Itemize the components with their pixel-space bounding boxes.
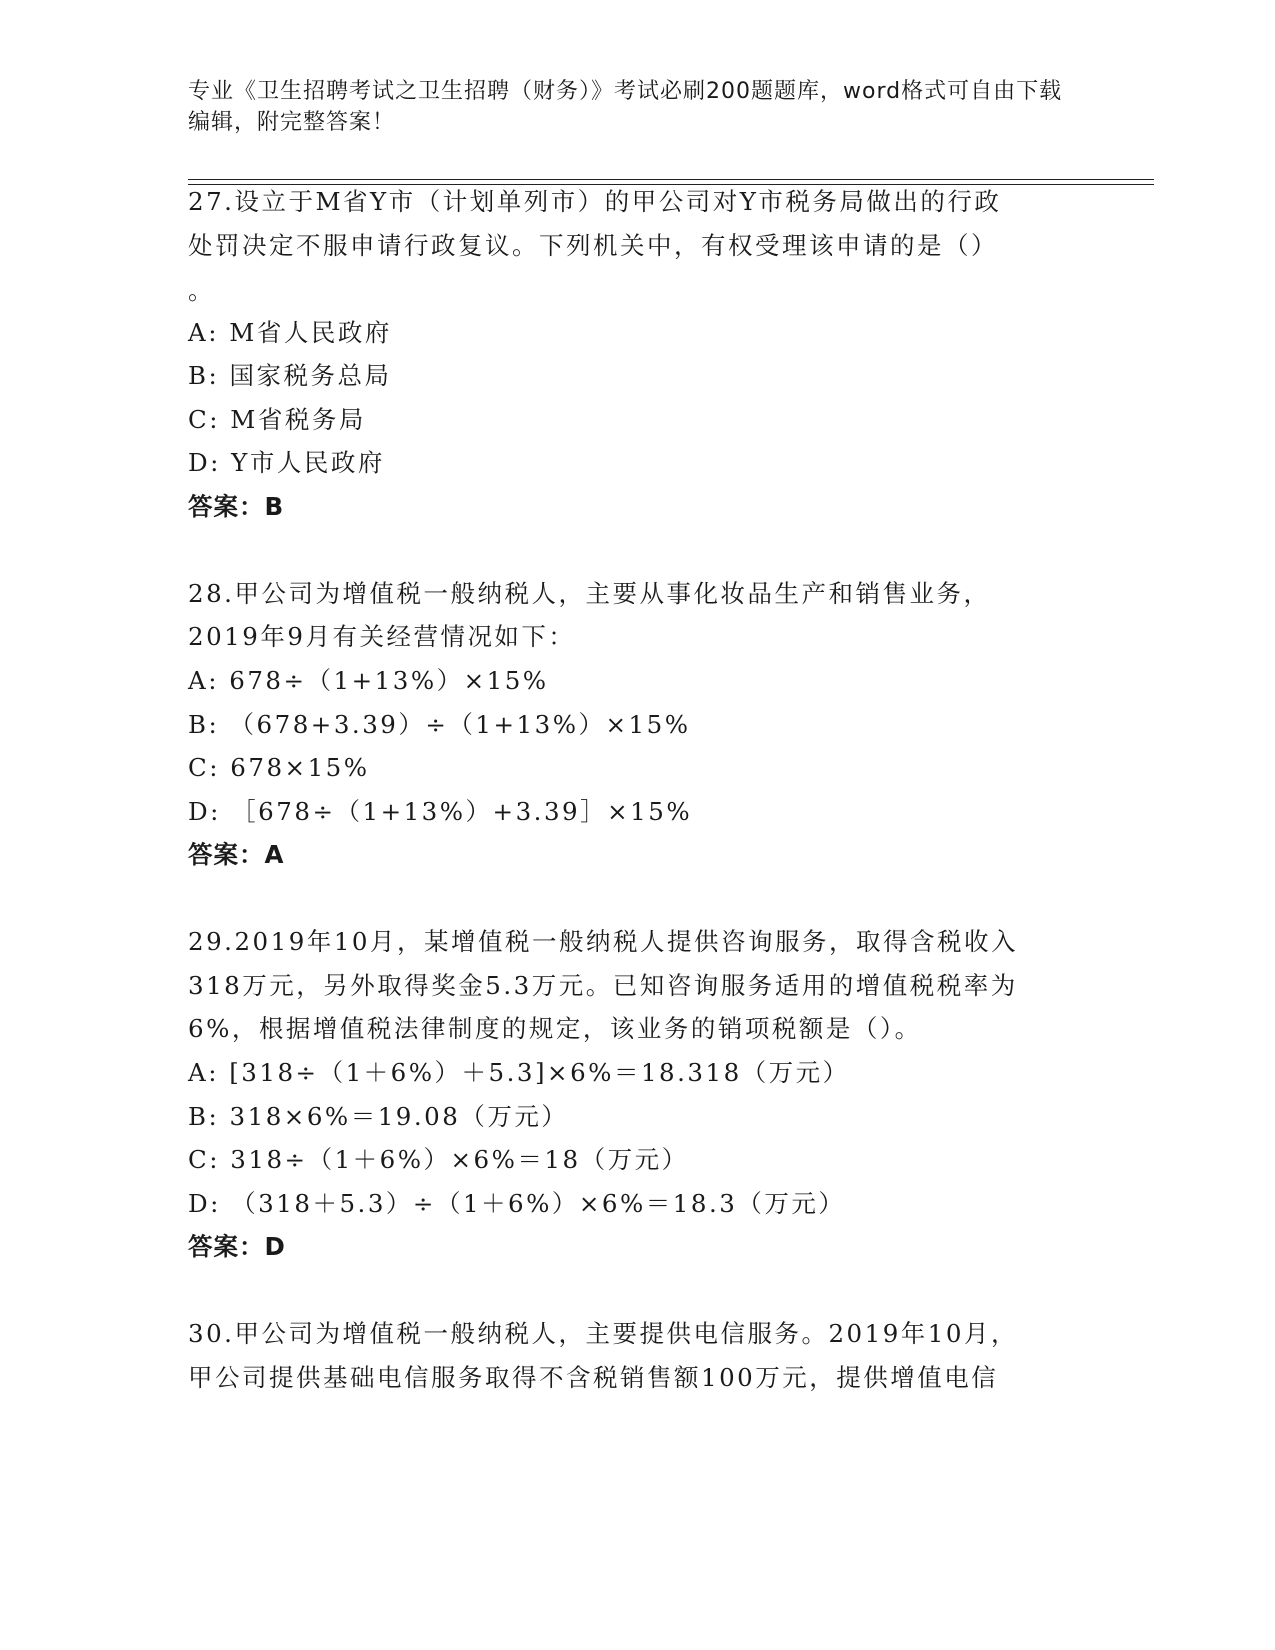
option-b: B: 国家税务总局 <box>188 361 392 390</box>
answer-label: 答案：B <box>188 492 285 521</box>
option-a: A: [318÷（1＋6%）＋5.3]×6%＝18.318（万元） <box>188 1058 850 1087</box>
answer-label: 答案：D <box>188 1232 286 1261</box>
option-d: D: Y市人民政府 <box>188 448 385 477</box>
question-stem-line: 318万元，另外取得奖金5.3万元。已知咨询服务适用的增值税税率为 <box>188 971 1018 1000</box>
header-rule-top <box>188 179 1154 180</box>
question-stem-line: 处罚决定不服申请行政复议。下列机关中，有权受理该申请的是（） <box>188 231 998 260</box>
option-c: C: 678×15% <box>188 753 370 782</box>
question-stem-line: 甲公司提供基础电信服务取得不含税销售额100万元，提供增值电信 <box>188 1363 999 1392</box>
option-a: A: 678÷（1+13%）×15% <box>188 666 549 695</box>
question-stem-line: 30.甲公司为增值税一般纳税人，主要提供电信服务。2019年10月， <box>188 1319 1018 1348</box>
option-b: B: （678+3.39）÷（1+13%）×15% <box>188 710 691 739</box>
question-stem-line: 。 <box>188 276 215 305</box>
question-stem-line: 2019年9月有关经营情况如下： <box>188 622 576 651</box>
option-c: C: M省税务局 <box>188 405 366 434</box>
header-rule-bottom <box>188 184 1154 185</box>
question-stem-line: 6%，根据增值税法律制度的规定，该业务的销项税额是（）。 <box>188 1014 922 1043</box>
option-c: C: 318÷（1＋6%）×6%＝18（万元） <box>188 1145 689 1174</box>
question-stem-line: 28.甲公司为增值税一般纳税人，主要从事化妆品生产和销售业务， <box>188 579 991 608</box>
option-b: B: 318×6%＝19.08（万元） <box>188 1102 569 1131</box>
answer-label: 答案：A <box>188 840 285 869</box>
option-d: D: ［678÷（1+13%）+3.39］×15% <box>188 797 693 826</box>
question-stem-line: 27.设立于M省Y市（计划单列市）的甲公司对Y市税务局做出的行政 <box>188 187 1002 216</box>
question-stem-line: 29.2019年10月，某增值税一般纳税人提供咨询服务，取得含税收入 <box>188 927 1018 956</box>
option-d: D: （318＋5.3）÷（1＋6%）×6%＝18.3（万元） <box>188 1189 846 1218</box>
document-header: 专业《卫生招聘考试之卫生招聘（财务）》考试必刷200题题库，word格式可自由下载编辑，附完整答案！ <box>188 79 1063 135</box>
option-a: A: M省人民政府 <box>188 318 392 347</box>
